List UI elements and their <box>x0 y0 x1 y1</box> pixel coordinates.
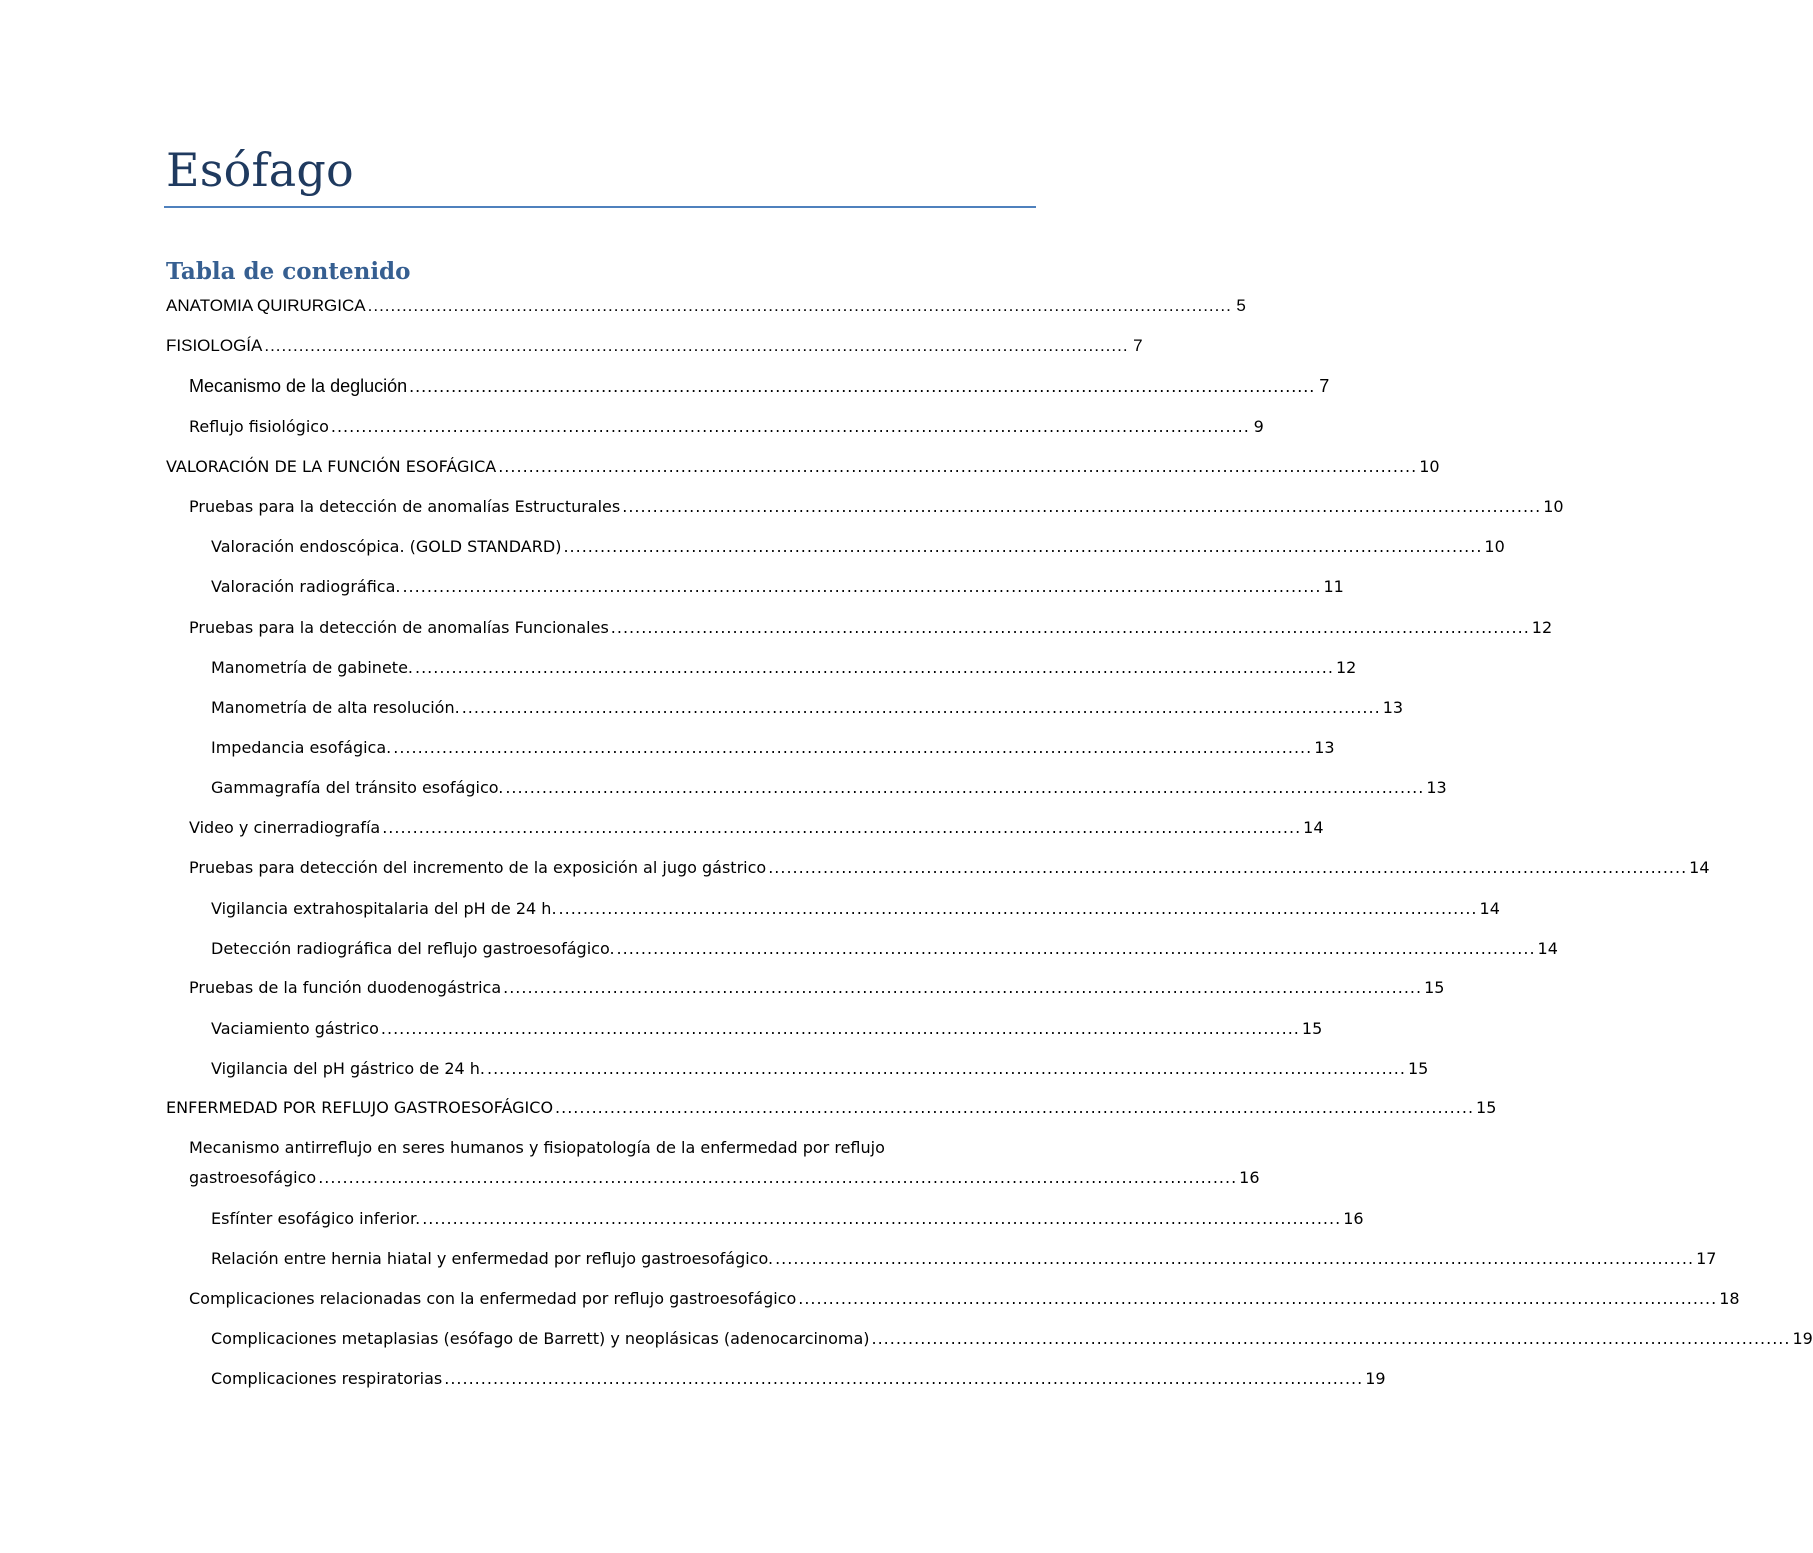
toc-entry[interactable] <box>189 816 1324 840</box>
toc-entry-label: Valoración endoscópica. (GOLD STANDARD) <box>211 537 562 556</box>
toc-entry-label: Impedancia esofágica. <box>211 738 392 757</box>
toc-entry-label: FISIOLOGÍA <box>166 336 263 355</box>
toc-page-number: 10 <box>1543 497 1564 516</box>
toc-entry-label: Reflujo fisiológico <box>189 417 329 436</box>
toc-entry-label: Esfínter esofágico inferior. <box>211 1209 421 1228</box>
toc-entry-label: Complicaciones respiratorias <box>211 1369 443 1388</box>
toc-page-number: 13 <box>1314 738 1335 757</box>
toc-entry[interactable] <box>211 736 1335 760</box>
toc-page-number: 19 <box>1792 1329 1813 1348</box>
toc-entry-label: Valoración radiográfica. <box>211 577 401 596</box>
document-title: Esófago <box>166 143 354 197</box>
toc-entry-label: Mecanismo de la deglución <box>189 376 408 396</box>
toc-entry-label: Pruebas para detección del incremento de la exposición al jugo gástrico <box>189 858 767 877</box>
toc-entry[interactable] <box>211 1057 1429 1081</box>
toc-page-number: 11 <box>1323 577 1344 596</box>
toc-page-number: 14 <box>1479 899 1500 918</box>
toc-page-number: 16 <box>1239 1168 1260 1187</box>
toc-page-number: 13 <box>1382 698 1404 717</box>
toc-entry-label: Manometría de gabinete. <box>211 658 413 677</box>
title-divider <box>164 206 1036 208</box>
toc-entry-label: Manometría de alta resolución. <box>211 698 460 717</box>
toc-entry-label: Vigilancia extrahospitalaria del pH de 24 h. <box>211 899 557 918</box>
toc-entry[interactable] <box>189 415 1264 439</box>
toc-entry-label: Complicaciones metaplasias (esófago de Barrett) y neoplásicas (adenocarcinoma) <box>211 1329 870 1348</box>
toc-leader: ....................................................................................................................................................... <box>402 577 1322 596</box>
toc-entry-label: Video y cinerradiografía <box>189 818 381 837</box>
toc-leader: ....................................................................................................................................................... <box>498 457 1418 476</box>
toc-entry[interactable] <box>166 455 1440 479</box>
toc-entry[interactable] <box>189 976 1445 1000</box>
toc-page-number: 14 <box>1689 858 1710 877</box>
toc-heading: Tabla de contenido <box>166 258 411 285</box>
toc-leader: ....................................................................................................................................................... <box>558 899 1478 918</box>
toc-leader: ....................................................................................................................................................... <box>563 537 1483 556</box>
toc-entry-label: ENFERMEDAD POR REFLUJO GASTROESOFÁGICO <box>166 1098 554 1117</box>
toc-entry[interactable] <box>211 776 1447 800</box>
toc-entry-label: VALORACIÓN DE LA FUNCIÓN ESOFÁGICA <box>166 457 497 476</box>
toc-page-number: 18 <box>1719 1289 1740 1308</box>
toc-leader: ....................................................................................................................................................... <box>382 818 1302 837</box>
toc-entry[interactable] <box>211 897 1500 921</box>
toc-leader: ....................................................................................................................................................... <box>393 738 1313 757</box>
toc-entry-label: Complicaciones relacionadas con la enfermedad por reflujo gastroesofágico <box>189 1289 797 1308</box>
toc-entry-label: Vaciamiento gástrico <box>211 1019 379 1038</box>
toc-leader: ....................................................................................................................................................... <box>610 618 1530 637</box>
toc-entry[interactable] <box>211 656 1357 680</box>
toc-leader: ....................................................................................................................................................... <box>775 1249 1695 1268</box>
toc-page-number: 10 <box>1419 457 1440 476</box>
toc-entry[interactable] <box>166 334 1143 358</box>
toc-leader: ....................................................................................................................................................... <box>409 376 1316 396</box>
toc-entry[interactable] <box>211 1367 1386 1391</box>
toc-entry[interactable] <box>211 1247 1717 1271</box>
toc-page-number: 15 <box>1407 1059 1429 1078</box>
toc-entry[interactable] <box>166 1096 1497 1120</box>
toc-leader: ....................................................................................................................................................... <box>798 1289 1718 1308</box>
toc-leader: ....................................................................................................................................................... <box>264 336 1129 355</box>
toc-page-number: 9 <box>1253 417 1264 436</box>
toc-leader: ....................................................................................................................................................... <box>503 978 1423 997</box>
toc-leader: ....................................................................................................................................................... <box>415 658 1334 677</box>
toc-leader: ....................................................................................................................................................... <box>318 1168 1238 1187</box>
toc-entry[interactable] <box>211 535 1505 559</box>
toc-entry-label: gastroesofágico <box>189 1168 317 1187</box>
toc-page-number: 5 <box>1236 296 1246 315</box>
toc-page-number: 16 <box>1343 1209 1364 1228</box>
toc-entry-label: Pruebas para la detección de anomalías Estructurales <box>189 497 621 516</box>
toc-entry-label: ANATOMIA QUIRURGICA <box>166 296 366 315</box>
toc-entry[interactable] <box>166 294 1246 318</box>
toc-page-number: 7 <box>1319 376 1330 396</box>
toc-entry[interactable] <box>189 495 1564 519</box>
toc-page-number: 15 <box>1301 1019 1323 1038</box>
toc-entry[interactable] <box>189 1287 1740 1311</box>
toc-leader: ....................................................................................................................................................... <box>622 497 1542 516</box>
toc-page-number: 17 <box>1696 1249 1717 1268</box>
toc-entry[interactable] <box>211 937 1558 961</box>
toc-entry[interactable] <box>189 374 1330 398</box>
toc-leader: ....................................................................................................................................................... <box>505 778 1425 797</box>
toc-entry[interactable] <box>211 1327 1813 1351</box>
toc-entry[interactable] <box>211 575 1344 599</box>
toc-page-number: 19 <box>1365 1369 1386 1388</box>
toc-page-number: 15 <box>1424 978 1445 997</box>
toc-entry[interactable] <box>189 856 1710 880</box>
toc-entry-label: Pruebas para la detección de anomalías Funcionales <box>189 618 609 637</box>
toc-page-number: 13 <box>1426 778 1447 797</box>
toc-page-number: 12 <box>1335 658 1357 677</box>
toc-leader: ....................................................................................................................................................... <box>422 1209 1342 1228</box>
toc-leader: ....................................................................................................................................................... <box>487 1059 1406 1078</box>
toc-entry[interactable] <box>211 696 1404 720</box>
toc-entry-label: Detección radiográfica del reflujo gastroesofágico. <box>211 939 615 958</box>
toc-leader: ....................................................................................................................................................... <box>461 698 1381 717</box>
toc-entry[interactable] <box>189 1166 1260 1190</box>
toc-leader: ....................................................................................................................................................... <box>444 1369 1364 1388</box>
toc-entry-label-line1[interactable]: Mecanismo antirreflujo en seres humanos y fisiopatología de la enfermedad por reflujo <box>189 1138 885 1157</box>
toc-page-number: 14 <box>1537 939 1558 958</box>
toc-entry[interactable] <box>189 616 1553 640</box>
toc-page-number: 12 <box>1531 618 1553 637</box>
toc-leader: ....................................................................................................................................................... <box>380 1019 1300 1038</box>
toc-leader: ....................................................................................................................................................... <box>555 1098 1475 1117</box>
toc-page-number: 15 <box>1476 1098 1497 1117</box>
toc-leader: ....................................................................................................................................................... <box>616 939 1536 958</box>
toc-entry-label: Gammagrafía del tránsito esofágico. <box>211 778 504 797</box>
toc-entry-label: Pruebas de la función duodenogástrica <box>189 978 502 997</box>
toc-page-number: 10 <box>1484 537 1505 556</box>
toc-leader: ....................................................................................................................................................... <box>768 858 1688 877</box>
toc-page-number: 7 <box>1133 336 1143 355</box>
toc-page-number: 14 <box>1303 818 1324 837</box>
toc-leader: ....................................................................................................................................................... <box>367 296 1232 315</box>
toc-leader: ....................................................................................................................................................... <box>330 417 1250 436</box>
toc-entry-label: Vigilancia del pH gástrico de 24 h. <box>211 1059 485 1078</box>
toc-entry[interactable] <box>211 1207 1364 1231</box>
toc-entry[interactable] <box>211 1017 1323 1041</box>
toc-leader: ....................................................................................................................................................... <box>871 1329 1791 1348</box>
toc-entry-label: Relación entre hernia hiatal y enfermedad por reflujo gastroesofágico. <box>211 1249 774 1268</box>
